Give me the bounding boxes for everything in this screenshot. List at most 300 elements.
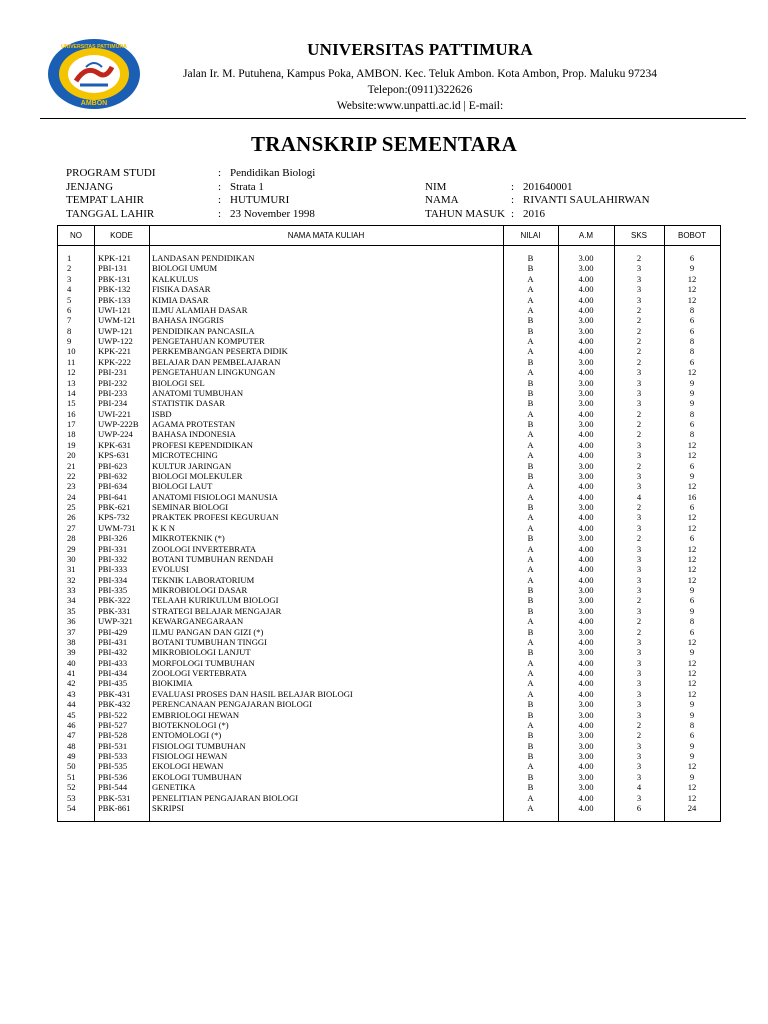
table-row (58, 419, 720, 429)
row-bobot: 9 (689, 699, 695, 710)
row-bobot: 9 (689, 387, 695, 398)
row-nilai: A (527, 284, 534, 295)
row-no: 21 (67, 460, 76, 471)
row-am: 3.00 (578, 356, 594, 367)
row-nilai: B (527, 460, 534, 471)
row-bobot: 6 (689, 502, 695, 512)
header-am: A.M (578, 231, 594, 240)
row-sks: 3 (636, 605, 642, 616)
row-sks: 3 (636, 751, 642, 761)
row-sks: 3 (636, 553, 642, 564)
row-sks: 2 (636, 595, 642, 606)
row-bobot: 9 (689, 263, 695, 274)
row-nilai: A (527, 491, 534, 502)
row-kode: PBI-433 (98, 657, 128, 668)
row-am: 4.00 (578, 304, 594, 315)
row-nama: BIOKIMIA (152, 678, 193, 689)
row-kode: PBK-861 (98, 802, 131, 813)
row-nilai: B (527, 626, 534, 637)
row-bobot: 8 (689, 346, 695, 357)
row-bobot: 6 (689, 730, 695, 741)
table-row (58, 326, 720, 336)
row-am: 4.00 (578, 367, 594, 378)
row-bobot: 6 (689, 325, 695, 336)
row-kode: PBI-536 (98, 771, 128, 782)
logo-text-bottom: AMBON (80, 100, 108, 107)
row-kode: PBI-432 (98, 647, 128, 658)
row-am: 4.00 (578, 439, 594, 450)
table-row (58, 481, 720, 491)
header-divider (40, 118, 746, 119)
row-nilai: B (527, 730, 534, 741)
row-no: 33 (67, 585, 76, 595)
row-sks: 2 (636, 325, 642, 336)
row-kode: PBI-334 (98, 574, 128, 585)
row-bobot: 9 (689, 740, 695, 751)
table-row (58, 782, 720, 792)
row-no: 54 (67, 802, 76, 813)
row-sks: 3 (636, 792, 642, 803)
row-kode: KPK-221 (98, 346, 131, 357)
row-kode: KPS-631 (98, 450, 130, 461)
row-kode: PBK-331 (98, 605, 131, 616)
row-nama: PERKEMBANGAN PESERTA DIDIK (152, 346, 288, 357)
row-no: 10 (67, 346, 76, 357)
row-sks: 3 (636, 543, 642, 554)
row-am: 3.00 (578, 470, 594, 481)
table-row (58, 720, 720, 730)
table-row (58, 793, 720, 803)
row-nama: BOTANI TUMBUHAN RENDAH (152, 553, 274, 564)
row-nama: ZOOLOGI VERTEBRATA (152, 668, 247, 678)
row-nilai: B (527, 325, 534, 336)
table-row (58, 606, 720, 616)
row-am: 3.00 (578, 460, 594, 471)
row-sks: 2 (636, 356, 642, 367)
row-bobot: 9 (689, 605, 695, 616)
row-nilai: B (527, 605, 534, 616)
row-sks: 3 (636, 367, 642, 378)
row-kode: PBI-231 (98, 367, 128, 378)
row-bobot: 9 (689, 709, 695, 720)
header-bobot: BOBOT (677, 231, 706, 240)
row-kode: PBI-531 (98, 740, 128, 751)
table-header (58, 226, 720, 246)
row-nilai: A (527, 792, 534, 803)
row-kode: PBI-522 (98, 709, 128, 720)
table-row (58, 585, 720, 595)
row-kode: UWP-321 (98, 616, 133, 627)
row-sks: 3 (636, 740, 642, 751)
row-no: 25 (67, 502, 76, 512)
row-nama: PENELITIAN PENGAJARAN BIOLOGI (152, 792, 299, 803)
row-am: 3.00 (578, 709, 594, 720)
row-nilai: B (527, 470, 534, 481)
row-kode: PBI-131 (98, 263, 128, 274)
table-row (58, 523, 720, 533)
row-bobot: 9 (689, 771, 695, 782)
row-nama: FISIOLOGI TUMBUHAN (152, 740, 246, 751)
row-bobot: 6 (689, 356, 695, 367)
row-am: 4.00 (578, 284, 594, 295)
row-bobot: 12 (687, 678, 697, 689)
row-am: 4.00 (578, 408, 594, 419)
row-sks: 2 (636, 719, 642, 730)
row-am: 4.00 (578, 450, 594, 461)
table-row (58, 595, 720, 605)
row-no: 22 (67, 470, 76, 481)
row-kode: UWP-224 (98, 429, 133, 440)
row-no: 45 (67, 709, 76, 720)
university-logo-icon (46, 37, 142, 111)
row-sks: 2 (636, 533, 642, 544)
row-no: 49 (67, 751, 76, 761)
row-sks: 3 (636, 585, 642, 595)
nim-label: NIM (425, 180, 447, 193)
program-label: PROGRAM STUDI (66, 167, 156, 179)
row-nama: AGAMA PROTESTAN (152, 419, 236, 429)
row-nama: BELAJAR DAN PEMBELAJARAN (152, 356, 281, 367)
table-row (58, 564, 720, 574)
row-am: 3.00 (578, 699, 594, 710)
row-nilai: B (527, 253, 534, 263)
row-am: 3.00 (578, 782, 594, 793)
row-nilai: A (527, 657, 534, 668)
row-sks: 3 (636, 564, 642, 575)
row-bobot: 12 (687, 284, 697, 295)
row-sks: 3 (636, 771, 642, 782)
row-nama: MIKROBIOLOGI LANJUT (152, 647, 251, 658)
row-nama: EMBRIOLOGI HEWAN (152, 709, 240, 720)
row-am: 3.00 (578, 315, 594, 326)
row-am: 4.00 (578, 346, 594, 357)
row-nama: BIOLOGI UMUM (152, 263, 218, 274)
row-nama: STATISTIK DASAR (152, 398, 226, 409)
row-nama: BIOLOGI SEL (152, 377, 205, 388)
row-am: 4.00 (578, 294, 594, 305)
row-no: 39 (67, 647, 76, 658)
row-bobot: 8 (689, 616, 695, 627)
row-no: 30 (67, 553, 76, 564)
row-no: 41 (67, 668, 76, 678)
row-sks: 2 (636, 346, 642, 357)
row-am: 3.00 (578, 419, 594, 429)
row-kode: UWI-221 (98, 408, 131, 419)
row-kode: PBI-535 (98, 761, 128, 772)
row-no: 40 (67, 657, 76, 668)
row-am: 3.00 (578, 533, 594, 544)
nama-value: RIVANTI SAULAHIRWAN (523, 194, 650, 206)
row-no: 48 (67, 740, 76, 751)
row-sks: 4 (636, 491, 642, 502)
row-bobot: 6 (689, 419, 695, 429)
row-no: 36 (67, 616, 76, 627)
table-row (58, 761, 720, 771)
row-kode: KPS-732 (98, 512, 130, 523)
row-sks: 3 (636, 398, 642, 409)
university-name: UNIVERSITAS PATTIMURA (307, 40, 533, 59)
logo-text-top: UNIVERSITAS PATTIMURA (61, 44, 127, 50)
table-row (58, 450, 720, 460)
row-bobot: 9 (689, 585, 695, 595)
row-am: 4.00 (578, 491, 594, 502)
row-kode: PBI-232 (98, 377, 128, 388)
row-bobot: 12 (687, 543, 697, 554)
row-kode: PBI-431 (98, 636, 128, 647)
row-nilai: B (527, 387, 534, 398)
nim-colon: : (511, 180, 515, 193)
row-sks: 2 (636, 730, 642, 741)
row-nama: ANATOMI TUMBUHAN (152, 387, 244, 398)
row-nama: MORFOLOGI TUMBUHAN (152, 657, 255, 668)
row-bobot: 8 (689, 304, 695, 315)
row-am: 3.00 (578, 398, 594, 409)
row-kode: PBI-528 (98, 730, 128, 741)
row-kode: PBI-234 (98, 398, 128, 409)
row-kode: PBI-641 (98, 491, 128, 502)
row-am: 4.00 (578, 481, 594, 492)
row-sks: 2 (636, 315, 642, 326)
row-sks: 3 (636, 761, 642, 772)
row-nilai: A (527, 668, 534, 678)
row-bobot: 8 (689, 336, 695, 346)
row-nama: EKOLOGI TUMBUHAN (152, 771, 242, 782)
row-nilai: A (527, 678, 534, 689)
row-nama: FISIKA DASAR (152, 284, 211, 295)
row-am: 4.00 (578, 429, 594, 440)
row-no: 14 (67, 387, 76, 398)
row-am: 3.00 (578, 585, 594, 595)
row-kode: PBI-332 (98, 553, 128, 564)
row-nama: EKOLOGI HEWAN (152, 761, 224, 772)
tanggal-lahir-label: TANGGAL LAHIR (66, 207, 155, 220)
row-bobot: 12 (687, 481, 697, 492)
row-sks: 2 (636, 336, 642, 346)
row-nama: LANDASAN PENDIDIKAN (152, 253, 255, 263)
row-nama: ZOOLOGI INVERTEBRATA (152, 543, 257, 554)
row-am: 4.00 (578, 553, 594, 564)
table-row (58, 699, 720, 709)
row-no: 50 (67, 761, 76, 772)
row-no: 42 (67, 678, 76, 689)
tahun-masuk-colon: : (511, 207, 515, 220)
row-nama: ANATOMI FISIOLOGI MANUSIA (152, 491, 278, 502)
table-row (58, 575, 720, 585)
row-am: 4.00 (578, 678, 594, 689)
row-bobot: 12 (687, 761, 697, 772)
row-nama: PENGETAHUAN KOMPUTER (152, 336, 265, 346)
row-bobot: 8 (689, 719, 695, 730)
row-kode: PBI-233 (98, 387, 128, 398)
row-kode: PBI-544 (98, 782, 128, 793)
row-nilai: B (527, 595, 534, 606)
row-kode: PBI-527 (98, 719, 128, 730)
jenjang-label: JENJANG (66, 180, 114, 193)
row-nilai: A (527, 564, 534, 575)
row-bobot: 12 (687, 792, 697, 803)
row-nilai: A (527, 761, 534, 772)
table-row (58, 803, 720, 813)
row-sks: 3 (636, 387, 642, 398)
row-nilai: B (527, 398, 534, 409)
row-no: 11 (67, 356, 76, 367)
row-bobot: 12 (687, 450, 697, 461)
row-nama: MIKROTEKNIK (*) (152, 533, 225, 544)
row-am: 4.00 (578, 574, 594, 585)
row-nilai: A (527, 719, 534, 730)
table-row (58, 668, 720, 678)
row-no: 15 (67, 398, 76, 409)
table-row (58, 678, 720, 688)
row-bobot: 6 (689, 533, 695, 544)
program-value: Pendidikan Biologi (230, 167, 316, 179)
table-row (58, 274, 720, 284)
row-nama: TELAAH KURIKULUM BIOLOGI (152, 595, 279, 606)
row-am: 4.00 (578, 273, 594, 284)
header-nama: NAMA MATA KULIAH (287, 231, 365, 240)
row-no: 5 (67, 294, 72, 305)
row-bobot: 16 (687, 491, 697, 502)
row-am: 4.00 (578, 543, 594, 554)
row-nilai: A (527, 450, 534, 461)
row-nilai: A (527, 294, 534, 305)
row-no: 38 (67, 636, 76, 647)
row-bobot: 6 (689, 460, 695, 471)
row-nilai: A (527, 616, 534, 627)
row-bobot: 12 (687, 553, 697, 564)
row-bobot: 12 (687, 657, 697, 668)
tahun-masuk-label: TAHUN MASUK (425, 207, 506, 220)
letterhead (0, 0, 768, 120)
row-kode: UWP-121 (98, 325, 133, 336)
row-am: 3.00 (578, 626, 594, 637)
table-body (58, 253, 720, 813)
row-no: 16 (67, 408, 76, 419)
row-nama: STRATEGI BELAJAR MENGAJAR (152, 605, 282, 616)
table-row (58, 367, 720, 377)
row-am: 4.00 (578, 616, 594, 627)
table-row (58, 295, 720, 305)
transcript-table (57, 225, 721, 822)
row-kode: PBI-533 (98, 751, 128, 761)
row-nama: K K N (152, 522, 175, 533)
row-no: 6 (67, 304, 72, 315)
table-row (58, 409, 720, 419)
table-row (58, 772, 720, 782)
row-sks: 3 (636, 657, 642, 668)
row-am: 4.00 (578, 636, 594, 647)
row-kode: PBI-326 (98, 533, 128, 544)
row-bobot: 6 (689, 253, 695, 263)
table-row (58, 305, 720, 315)
row-bobot: 9 (689, 751, 695, 761)
row-no: 34 (67, 595, 76, 606)
row-am: 3.00 (578, 502, 594, 512)
row-nama: PRAKTEK PROFESI KEGURUAN (152, 512, 279, 523)
row-nama: EVALUASI PROSES DAN HASIL BELAJAR BIOLOGI (152, 688, 353, 699)
university-website: Website:www.unpatti.ac.id | E-mail: (336, 100, 504, 112)
row-bobot: 12 (687, 782, 697, 793)
header-kode: KODE (110, 231, 133, 240)
row-nama: ILMU PANGAN DAN GIZI (*) (152, 626, 264, 637)
row-kode: UWM-731 (98, 522, 136, 533)
row-kode: KPK-121 (98, 253, 131, 263)
row-no: 20 (67, 450, 76, 461)
row-no: 47 (67, 730, 76, 741)
row-sks: 3 (636, 470, 642, 481)
row-no: 37 (67, 626, 76, 637)
row-no: 43 (67, 688, 76, 699)
row-nama: PROFESI KEPENDIDIKAN (152, 439, 253, 450)
row-sks: 4 (636, 782, 642, 793)
row-sks: 3 (636, 273, 642, 284)
row-am: 4.00 (578, 792, 594, 803)
row-bobot: 9 (689, 377, 695, 388)
row-am: 3.00 (578, 387, 594, 398)
row-am: 3.00 (578, 253, 594, 263)
row-am: 3.00 (578, 730, 594, 741)
row-am: 3.00 (578, 605, 594, 616)
row-nilai: B (527, 419, 534, 429)
table-row (58, 378, 720, 388)
row-am: 3.00 (578, 771, 594, 782)
row-nama: ILMU ALAMIAH DASAR (152, 304, 248, 315)
tempat-lahir-value: HUTUMURI (230, 194, 290, 206)
row-nama: BAHASA INDONESIA (152, 429, 236, 440)
row-nilai: A (527, 439, 534, 450)
row-no: 32 (67, 574, 76, 585)
row-no: 35 (67, 605, 76, 616)
table-row (58, 346, 720, 356)
row-sks: 2 (636, 616, 642, 627)
row-bobot: 24 (687, 802, 697, 813)
row-no: 13 (67, 377, 76, 388)
row-kode: PBK-432 (98, 699, 131, 710)
row-no: 23 (67, 481, 76, 492)
table-row (58, 637, 720, 647)
row-nilai: A (527, 512, 534, 523)
table-row (58, 554, 720, 564)
row-bobot: 12 (687, 668, 697, 678)
document-title: TRANSKRIP SEMENTARA (250, 132, 518, 156)
row-nama: KEWARGANEGARAAN (152, 616, 244, 627)
row-no: 52 (67, 782, 76, 793)
row-am: 4.00 (578, 657, 594, 668)
row-kode: PBI-429 (98, 626, 128, 637)
table-row (58, 710, 720, 720)
row-sks: 2 (636, 419, 642, 429)
row-sks: 3 (636, 263, 642, 274)
row-sks: 2 (636, 304, 642, 315)
row-nilai: B (527, 502, 534, 512)
row-sks: 2 (636, 429, 642, 440)
table-row (58, 315, 720, 325)
table-row (58, 512, 720, 522)
row-kode: UWP-122 (98, 336, 133, 346)
row-sks: 3 (636, 522, 642, 533)
row-nama: PENGETAHUAN LINGKUNGAN (152, 367, 276, 378)
row-sks: 2 (636, 460, 642, 471)
table-row (58, 730, 720, 740)
row-bobot: 12 (687, 574, 697, 585)
row-am: 3.00 (578, 263, 594, 274)
row-sks: 3 (636, 647, 642, 658)
row-sks: 3 (636, 709, 642, 720)
row-sks: 3 (636, 450, 642, 461)
tahun-masuk-value: 2016 (523, 207, 545, 220)
row-no: 3 (67, 273, 72, 284)
row-nilai: A (527, 481, 534, 492)
